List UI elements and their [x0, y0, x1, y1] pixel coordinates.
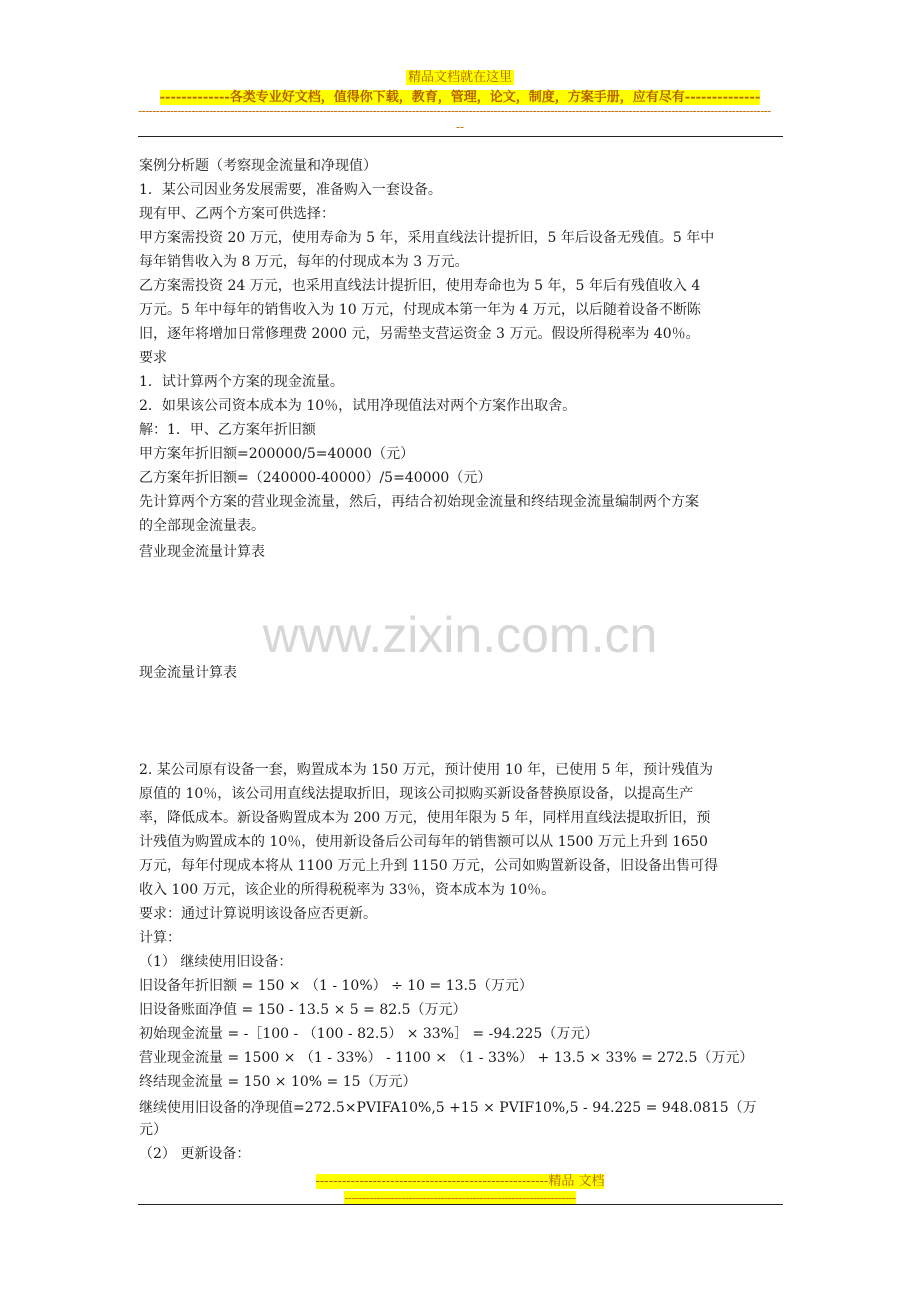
paragraph-line: 旧，逐年将增加日常修理费 2000 元，另需垫支营运资金 3 万元。假设所得税率为 40％。 — [139, 326, 700, 342]
paragraph-line: 万元，每年付现成本将从 1100 万元上升到 1150 万元，公司如购置新设备，旧设备出售可得 — [139, 858, 719, 874]
paragraph-line: 万元。5 年中每年的销售收入为 10 万元，付现成本第一年为 4 万元，以后随着设备不断陈 — [139, 302, 701, 318]
paragraph-line: 计残值为购置成本的 10％，使用新设备后公司每年的销售额可以从 1500 万元上升到 1650 — [139, 834, 708, 850]
paragraph-line: 乙方案年折旧额=（240000-40000）/5=40000（元） — [139, 470, 492, 486]
header-divider — [138, 136, 783, 137]
footer-label: -----------------------------------------------------精品 文档 — [315, 1174, 605, 1189]
table-caption-cash-flow: 现金流量计算表 — [139, 665, 237, 681]
paragraph-line: 的全部现金流量表。 — [139, 518, 265, 534]
paragraph-line: （2） 更新设备： — [139, 1146, 251, 1162]
footer-dash-line: ----------------------------------------------------------------- — [344, 1191, 576, 1205]
formula-line: 继续使用旧设备的净现值=272.5×PVIFA10%,5 +15 × PVIF10%,5 - 94.225 = 948.0815（万 — [139, 1100, 757, 1116]
footer-divider — [138, 1204, 783, 1205]
paragraph-line: 率，降低成本。新设备购置成本为 200 万元，使用年限为 5 年，同样用直线法提取折旧，预 — [139, 810, 711, 826]
paragraph-line: 计算： — [139, 930, 181, 946]
paragraph-line: 2. 某公司原有设备一套，购置成本为 150 万元，预计使用 10 年，已使用 5 年，预计残值为 — [139, 762, 713, 778]
formula-line: 元） — [139, 1122, 167, 1138]
formula-line: 终结现金流量 = 150 × 10% = 15（万元） — [139, 1074, 417, 1090]
formula-line: 营业现金流量 = 1500 × （1 - 33%） - 1100 × （1 - 33%） + 13.5 × 33% = 272.5（万元） — [139, 1050, 754, 1066]
header-dash-tail: -- — [455, 120, 465, 134]
formula-line: 初始现金流量 = -［100 - （100 - 82.5） × 33%］ = -94.225（万元） — [139, 1026, 599, 1042]
paragraph-line: 甲方案需投资 20 万元，使用寿命为 5 年，采用直线法计提折旧，5 年后设备无残值。5 年中 — [139, 230, 715, 246]
table-caption-operating-cash-flow: 营业现金流量计算表 — [139, 544, 265, 560]
paragraph-line: 要求 — [139, 350, 167, 366]
paragraph-line: 原值的 10％，该公司用直线法提取折旧，现该公司拟购买新设备替换原设备，以提高生产 — [139, 786, 694, 802]
paragraph-line: 解：1．甲、乙方案年折旧额 — [139, 422, 316, 438]
header-subtitle: -------------各类专业好文档，值得你下载，教育，管理，论文，制度，方案手册，应有尽有-------------- — [159, 90, 761, 105]
header-dash-line: ---------------------------------------------------------------------------------------------------------------------------------------------------------------------------------- — [138, 104, 771, 118]
paragraph-line: 收入 100 万元，该企业的所得税税率为 33％，资本成本为 10％。 — [139, 882, 556, 898]
paragraph-line: 1．某公司因业务发展需要，准备购入一套设备。 — [139, 182, 442, 198]
paragraph-line: 要求：通过计算说明该设备应否更新。 — [139, 906, 377, 922]
paragraph-line: 2．如果该公司资本成本为 10％，试用净现值法对两个方案作出取舍。 — [139, 398, 577, 414]
paragraph-line: （1） 继续使用旧设备： — [139, 954, 293, 970]
paragraph-line: 甲方案年折旧额=200000/5=40000（元） — [139, 446, 415, 462]
header-title: 精品文档就在这里 — [407, 70, 512, 85]
formula-line: 旧设备账面净值 = 150 - 13.5 × 5 = 82.5（万元） — [139, 1002, 467, 1018]
watermark: www.zixin.com.cn — [262, 607, 658, 663]
heading-case-analysis: 案例分析题（考察现金流量和净现值） — [139, 158, 377, 174]
paragraph-line: 先计算两个方案的营业现金流量，然后，再结合初始现金流量和终结现金流量编制两个方案 — [139, 494, 699, 510]
paragraph-line: 乙方案需投资 24 万元，也采用直线法计提折旧，使用寿命也为 5 年，5 年后有残值收入 4 — [139, 278, 701, 294]
formula-line: 旧设备年折旧额 = 150 × （1 - 10%） ÷ 10 = 13.5（万元） — [139, 978, 533, 994]
paragraph-line: 1．试计算两个方案的现金流量。 — [139, 374, 344, 390]
paragraph-line: 现有甲、乙两个方案可供选择： — [139, 206, 335, 222]
paragraph-line: 每年销售收入为 8 万元，每年的付现成本为 3 万元。 — [139, 254, 469, 270]
